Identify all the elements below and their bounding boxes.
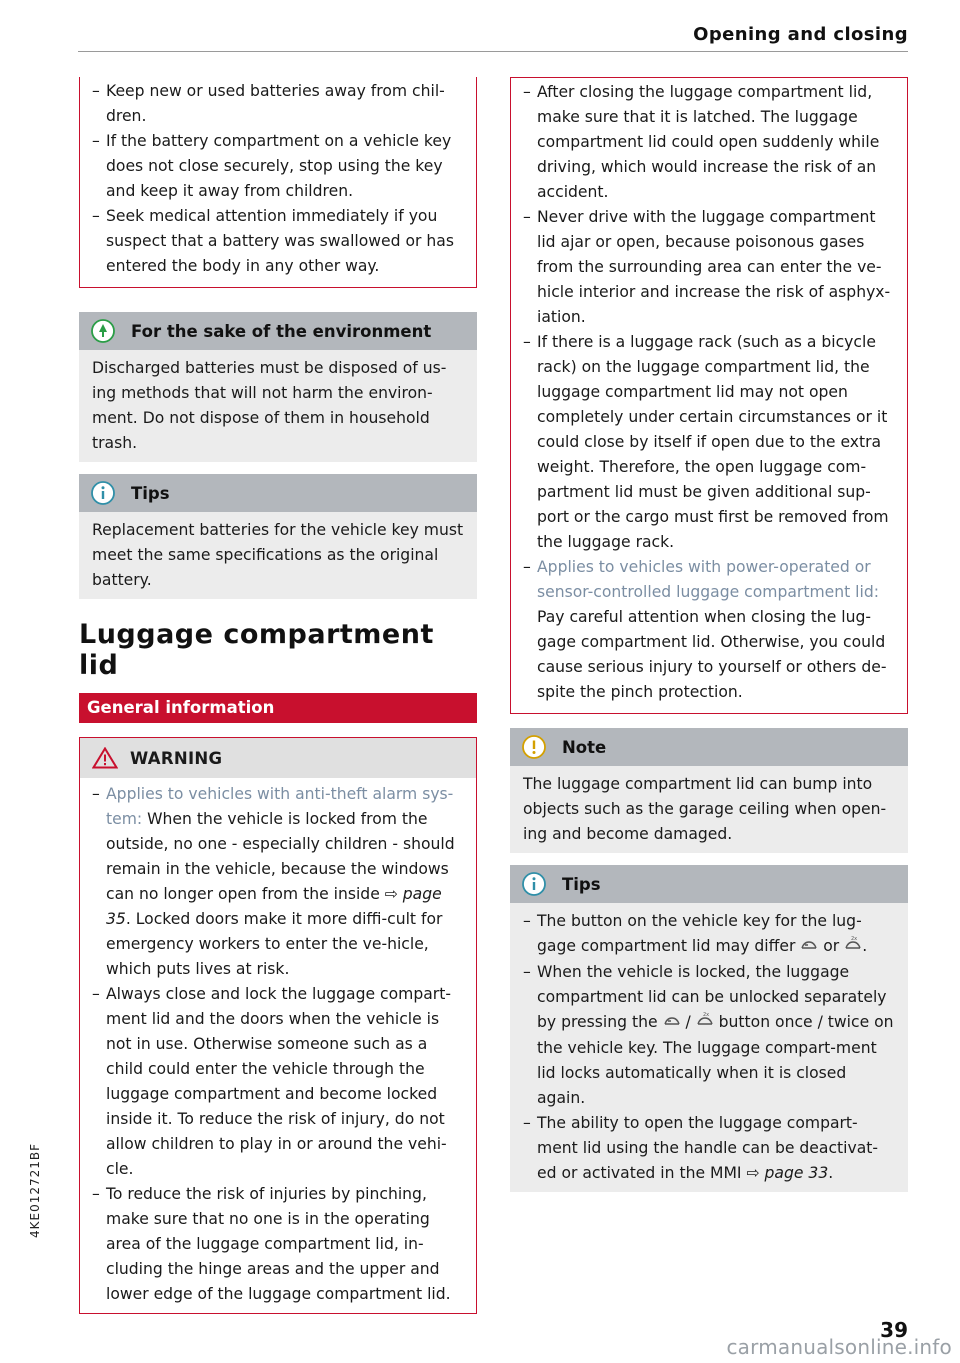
environment-title: For the sake of the environment [131,321,432,341]
warning-text: Pay careful attention when closing the lug-gage compartment lid. Otherwise, you could cause serious injury to yourself or others de-spite the pinch protection. [537,608,887,701]
warning-header [80,738,476,778]
list-item: – After closing the luggage compartment lid, make sure that it is latched. The luggage compartment lid could open suddenly while driving, which would increase the risk of an accident. [523,80,895,205]
applies-note: Applies to vehicles with anti-theft alarm sys-tem: [106,785,454,828]
tips-text: button once / twice on the vehicle key. The luggage compart-ment lid locks automatically when it is closed again. [537,1013,894,1107]
note-exclamation-icon [522,735,546,759]
list-item: – Always close and lock the luggage compart-ment lid and the doors when the vehicle is not in use. Otherwise someone such as a child could enter the vehicle through the luggage compartment and become locked inside it. To reduce the risk of injury, do not allow children to play in or around the vehi-cle. [92,982,464,1182]
list-item: – If there is a luggage rack (such as a bicycle rack) on the luggage compartment lid, the luggage compartment lid may not open completely under certain circumstances or it could close by itself if open due to the extra weight. Therefore, the open luggage com-partment lid must be given additional sup-port or the cargo must first be removed from the luggage rack. [523,330,895,555]
tips-header [510,865,908,903]
list-item [523,960,895,1111]
list-item: – Seek medical attention immediately if you suspect that a battery was swallowed or has entered the body in any other way. [92,204,464,279]
note-box [510,728,908,853]
warning-list-continued [523,80,895,705]
document-code: 4KE012721BF [28,1142,42,1238]
tips-text: . [828,1164,834,1182]
trunk-key-icon [663,1015,681,1031]
section-title: Luggage compartment lid [79,619,434,681]
tips-text: When the vehicle is locked, the luggage compartment lid can be unlocked separately by pressing the [537,963,887,1031]
list-item: – Never drive with the luggage compartment lid ajar or open, because poisonous gases from the surrounding area can enter the ve-hicle interior and increase the risk of asphyx-iation. [523,205,895,330]
tips-header [79,474,477,512]
trunk-key-icon [800,939,818,955]
subsection-title: General information [79,693,477,723]
applies-note: Applies to vehicles with power-operated or sensor-controlled luggage compartment lid: [537,558,879,601]
tips-text: . [862,937,868,955]
list-item: – Keep new or used batteries away from chil-dren. [92,79,464,129]
warning-triangle-icon [92,747,118,769]
svg-text:2x: 2x [851,936,858,942]
info-icon [522,872,546,896]
tips-text: or [818,937,845,955]
tips-text: The ability to open the luggage compart-ment lid using the handle can be deactivat-ed or activated in the MMI [537,1114,878,1182]
trunk-key-double-icon [844,936,862,955]
page-header-title: Opening and closing [693,24,908,45]
tips-box [510,865,908,1192]
tips-title: Tips [562,874,601,894]
warning-box [79,737,477,1314]
note-header [510,728,908,766]
page-number: 39 [880,1318,908,1342]
warning-text: . Locked doors make it more diffi-cult for emergency workers to enter the ve-hicle, which puts lives at risk. [106,910,443,978]
warning-list [92,782,464,1307]
tips-text: Replacement batteries for the vehicle key must meet the same specifications as the original battery. [92,521,464,589]
warning-body [80,778,476,1313]
right-column [510,77,908,1204]
left-column [79,77,477,1314]
battery-warning-continued [79,77,477,288]
tips-list [523,909,895,1186]
warning-text: When the vehicle is locked from the outside, no one - especially children - should remain in the vehicle, because the windows can no longer open from the inside [106,810,455,903]
page-reference-link[interactable]: ⇨ page 33 [746,1164,829,1182]
list-item [523,555,895,705]
trunk-key-double-icon [696,1012,714,1031]
tips-title: Tips [131,483,170,503]
tips-box [79,474,477,599]
info-icon [91,481,115,505]
svg-text:2x: 2x [702,1012,709,1018]
environment-box [79,312,477,462]
list-item [92,782,464,982]
tips-text: / [680,1013,696,1031]
page-reference-link[interactable]: ⇨ page 35 [106,885,442,928]
header-rule [78,51,908,52]
warning-box-continued [510,77,908,714]
note-title: Note [562,737,607,757]
warning-title: WARNING [130,748,223,768]
list-item [523,1111,895,1186]
tips-body [510,903,908,1192]
environment-text: Discharged batteries must be disposed of us-ing methods that will not harm the environ-ment. Do not dispose of them in household trash. [92,359,447,452]
note-text: The luggage compartment lid can bump into objects such as the garage ceiling when open-ing and become damaged. [523,775,887,843]
list-item: – If the battery compartment on a vehicle key does not close securely, stop using the key and keep it away from children. [92,129,464,204]
battery-warning-list [92,79,464,279]
watermark: carmanualsonline.info [726,1335,952,1359]
list-item [523,909,895,960]
environment-header [79,312,477,350]
list-item: – To reduce the risk of injuries by pinching, make sure that no one is in the operating area of the luggage compartment lid, in-cluding the hinge areas and the upper and lower edge of the luggage compartment lid. [92,1182,464,1307]
tips-text: The button on the vehicle key for the lug-gage compartment lid may differ [537,912,862,955]
environment-icon [91,319,115,343]
